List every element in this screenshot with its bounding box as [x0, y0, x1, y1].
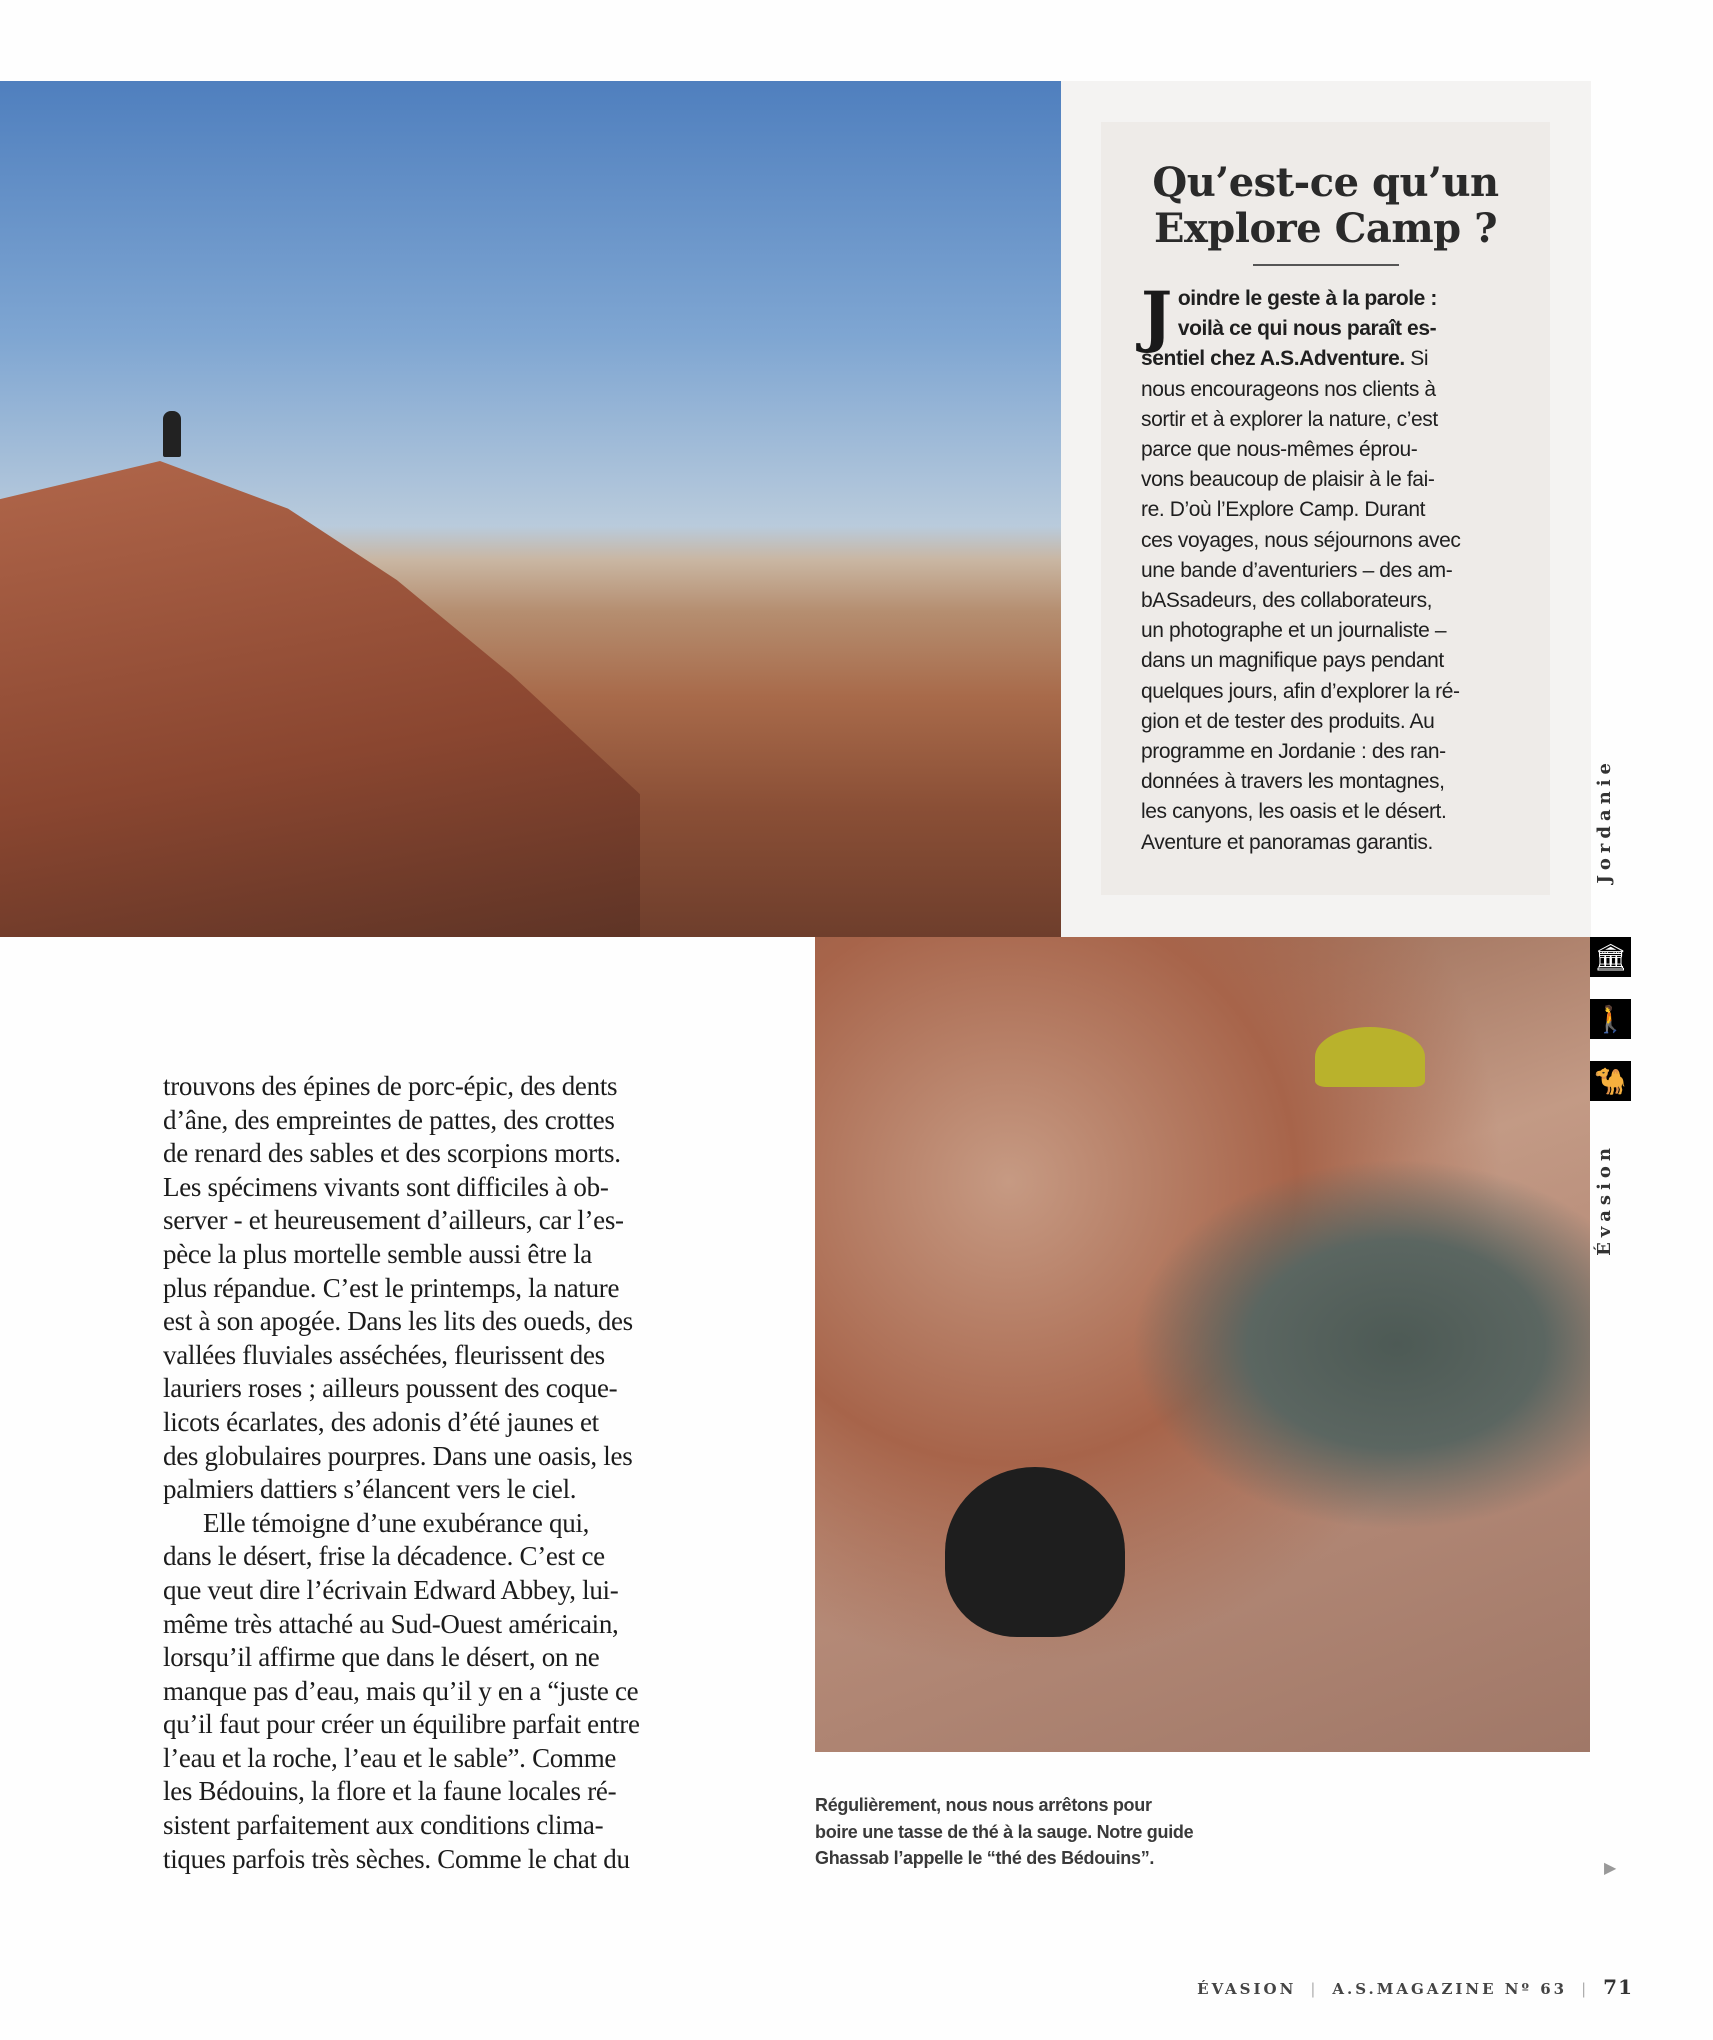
box-line: vons beaucoup de plaisir à le fai-: [1141, 468, 1435, 492]
camel-icon: 🐪: [1590, 1061, 1631, 1101]
text-line: server - et heureusement d’ailleurs, car l’es-: [163, 1205, 624, 1236]
text-line: que veut dire l’écrivain Edward Abbey, lui-: [163, 1574, 619, 1605]
text-line: lorsqu’il affirme que dans le désert, on ne: [163, 1642, 600, 1673]
box-line: voilà ce qui nous paraît es-: [1177, 317, 1437, 341]
text-line: plus répandue. C’est le printemps, la nature: [163, 1272, 620, 1303]
explore-camp-box: [1101, 122, 1550, 895]
desert-mountain-photo: [0, 81, 1061, 937]
footer-section: ÉVASION: [1197, 1980, 1297, 1998]
text-line: des globulaires pourpres. Dans une oasis, les: [163, 1440, 633, 1471]
footer-magazine: A.S.MAGAZINE Nº 63: [1332, 1980, 1568, 1998]
text-line: palmiers dattiers s’élancent vers le ciel.: [163, 1474, 577, 1505]
text-line: pèce la plus mortelle semble aussi être la: [163, 1238, 592, 1269]
box-line: les canyons, les oasis et le désert.: [1141, 800, 1447, 824]
text-line: Les spécimens vivants sont difficiles à ob-: [163, 1171, 609, 1202]
section-label-jordanie: Jordanie: [1594, 758, 1615, 884]
text-line: licots écarlates, des adonis d’été jaunes et: [163, 1406, 599, 1437]
text-line: boire une tasse de thé à la sauge. Notre guide: [815, 1821, 1194, 1842]
box-line: sortir et à explorer la nature, c’est: [1141, 407, 1438, 431]
photo-caption: [815, 1792, 1193, 1872]
text-line: l’eau et la roche, l’eau et le sable”. Comme: [163, 1742, 617, 1773]
tea-kettle: [945, 1467, 1125, 1637]
box-line: données à travers les montagnes,: [1141, 770, 1445, 794]
text-line: est à son apogée. Dans les lits des oueds, des: [163, 1306, 633, 1337]
box-line: oindre le geste à la parole :: [1177, 287, 1437, 310]
hiker-icon: 🚶: [1590, 999, 1631, 1039]
text-line: lauriers roses ; ailleurs poussent des coque-: [163, 1373, 618, 1404]
bedouin-tea-photo: [815, 937, 1590, 1752]
text-line: Elle témoigne d’une exubérance qui,: [203, 1507, 590, 1538]
box-line: programme en Jordanie : des ran-: [1141, 740, 1446, 764]
yellow-bandana: [1315, 1027, 1425, 1087]
drop-cap: J: [1141, 277, 1172, 355]
article-column: [163, 1070, 663, 1876]
text-line: Ghassab l’appelle le “thé des Bédouins”.: [815, 1848, 1155, 1868]
text-line: manque pas d’eau, mais qu’il y en a “juste ce: [163, 1675, 639, 1706]
text-line: les Bédouins, la flore et la faune locales ré-: [163, 1776, 617, 1807]
petra-treasury-icon: 🏛: [1590, 937, 1631, 977]
box-line: Aventure et panoramas garantis.: [1141, 830, 1433, 854]
text-line: trouvons des épines de porc-épic, des dents: [163, 1071, 618, 1101]
box-line: quelques jours, afin d’explorer la ré-: [1141, 679, 1460, 703]
footer-separator: |: [1581, 1980, 1590, 1998]
text-line: tiques parfois très sèches. Comme le chat du: [163, 1843, 630, 1874]
page-number: 71: [1603, 1975, 1633, 1999]
text-line: d’âne, des empreintes de pattes, des crottes: [163, 1104, 615, 1135]
footer-separator: |: [1310, 1980, 1319, 1998]
box-line: gion et de tester des produits. Au: [1141, 709, 1435, 733]
box-line: nous encourageons nos clients à: [1141, 377, 1436, 401]
next-arrow-icon: ▶: [1604, 1860, 1617, 1877]
text-line: vallées fluviales asséchées, fleurissent des: [163, 1339, 605, 1370]
box-line: un photographe et un journaliste –: [1141, 619, 1447, 643]
box-title: Qu’est-ce qu’un Explore Camp ?: [1152, 159, 1499, 252]
text-line: qu’il faut pour créer un équilibre parfait entre: [163, 1709, 640, 1740]
text-line: de renard des sables et des scorpions morts.: [163, 1138, 621, 1169]
box-line: Si: [1404, 347, 1429, 371]
box-line: parce que nous-mêmes éprou-: [1141, 438, 1418, 462]
text-line: Régulièrement, nous nous arrêtons pour: [815, 1795, 1152, 1815]
text-line: dans le désert, frise la décadence. C’est ce: [163, 1541, 605, 1572]
box-line: une bande d’aventuriers – des am-: [1141, 558, 1453, 582]
rock-ridge: [0, 461, 640, 937]
box-line: re. D’où l’Explore Camp. Durant: [1141, 498, 1426, 522]
title-divider: [1253, 264, 1399, 266]
box-body: [1101, 277, 1550, 858]
section-label-evasion: Évasion: [1594, 1143, 1615, 1256]
text-line: même très attaché au Sud-Ouest américain,: [163, 1608, 619, 1639]
hiker-figure: [163, 411, 181, 457]
page-footer: [1197, 1975, 1633, 1999]
box-line: sentiel chez A.S.Adventure.: [1141, 347, 1405, 371]
box-line: bASsadeurs, des collaborateurs,: [1141, 589, 1433, 613]
text-line: sistent parfaitement aux conditions clima-: [163, 1810, 604, 1841]
box-line: ces voyages, nous séjournons avec: [1141, 528, 1461, 552]
box-line: dans un magnifique pays pendant: [1141, 649, 1444, 673]
